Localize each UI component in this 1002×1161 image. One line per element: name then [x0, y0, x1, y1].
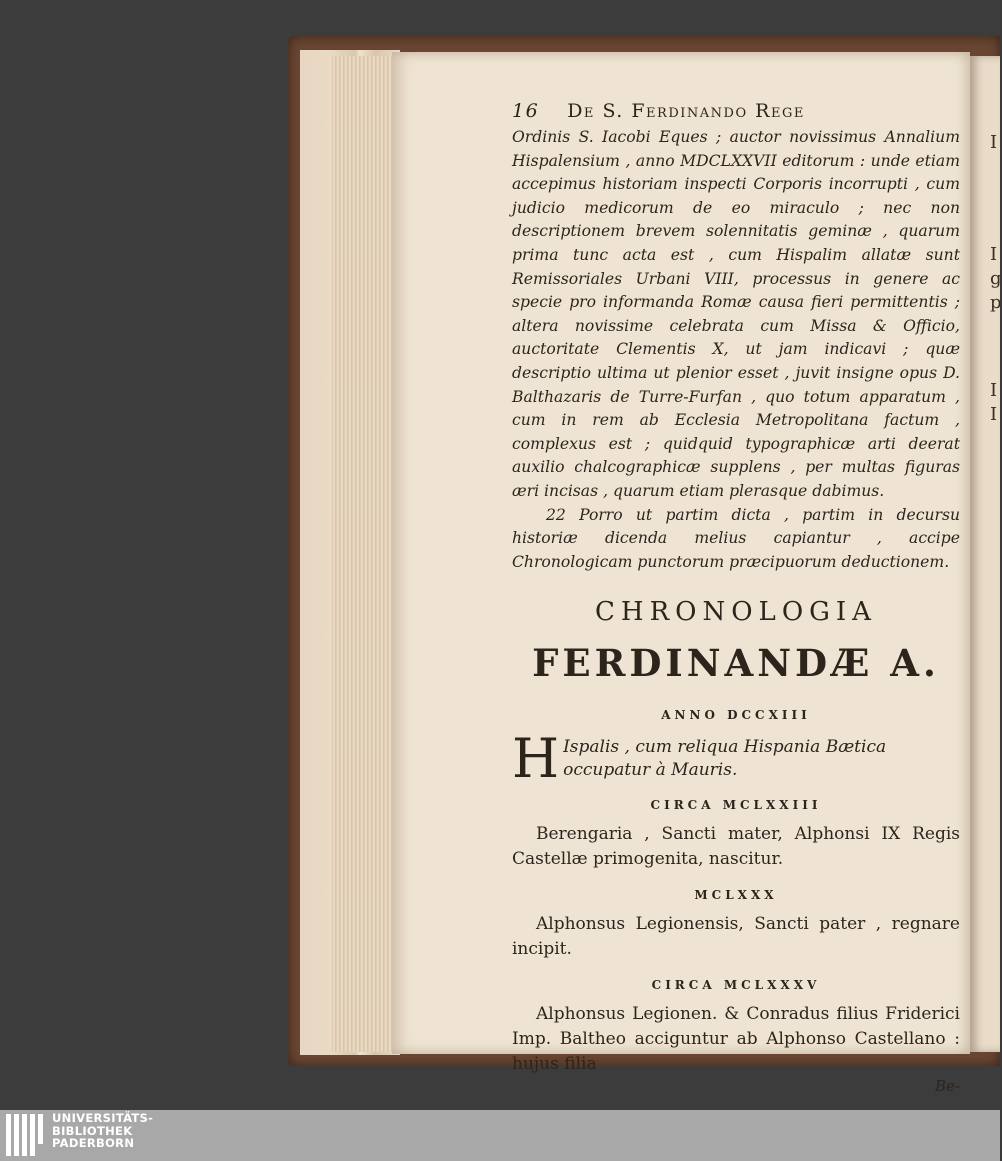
- drop-cap: H: [512, 727, 560, 791]
- page-number: 16: [512, 100, 540, 122]
- next-page-letter: I: [990, 380, 998, 401]
- entry-year: CIRCA MCLXXXV: [651, 978, 821, 993]
- paragraph-1: Ordinis S. Iacobi Eques ; auctor novissimus Annalium Hispalensium , anno MDCLXXVII editorum : unde etiam accepimus historiam inspecti Corporis incorrupti , cum judicio medicorum de eo miraculo ; nec non descriptionem brevem solennitatis geminæ , quarum prima tunc acta est , cum Hispalim allatæ sunt Remissoriales Urbani VIII, processus in genere ac specie pro informanda Romæ causa fieri permittentis ; altera novissime celebrata cum Missa & Officio, auctoritate Clementis X, ut jam indicavi ; quæ descriptio ultima ut plenior esset , juvit insigne opus D. Balthazaris de Turre-Furfan , quo totum apparatum , cum in rem ab Ecclesia Metropolitana factum , complexus est ; quidquid typographicæ arti deerat auxilio chalcographicæ supplens , per multas figuras æri incisas , quarum etiam plerasque dabimus.: [512, 128, 960, 500]
- page-edges: [332, 56, 392, 1052]
- entry-year: ANNO DCCXIII: [661, 708, 811, 723]
- library-logo-icon: [6, 1114, 46, 1156]
- entry-text: Alphonsus Legionensis, Sancti pater , regnare incipit.: [512, 914, 960, 960]
- entry-text: Berengaria , Sancti mater, Alphonsi IX Regis Castellæ primogenita, nascitur.: [512, 824, 960, 870]
- chronology-subtitle: FERDINANDÆ A.: [532, 641, 940, 686]
- running-header: [512, 98, 960, 124]
- entry-year: MCLXXX: [694, 888, 778, 903]
- logo-line: BIBLIOTHEK: [52, 1123, 133, 1138]
- chronology-entry: [512, 727, 960, 791]
- entry-text: Alphonsus Legionen. & Conradus filius Friderici Imp. Baltheo acciguntur ab Alphonso Castellano : hujus filia: [512, 1004, 960, 1075]
- chronology-title: CHRONOLOGIA: [595, 597, 877, 628]
- running-title: De S. Ferdinando Rege: [567, 100, 805, 122]
- entry-text: Ispalis , cum reliqua Hispania Bætica occupatur à Mauris.: [563, 737, 887, 781]
- next-page-letter: I: [990, 244, 998, 265]
- logo-line: PADERBORN: [52, 1136, 135, 1150]
- library-logo-text: [52, 1112, 153, 1150]
- next-page-letter: I: [990, 404, 998, 425]
- entry-year: CIRCA MCLXXIII: [650, 798, 822, 813]
- paragraph-2: 22 Porro ut partim dicta , partim in decursu historiæ dicenda melius capiantur , accipe Chronologicam punctorum præcipuorum deductionem.: [512, 505, 960, 571]
- catchword: Be-: [935, 1077, 960, 1096]
- page-text: [512, 98, 960, 1095]
- next-page-letter: I: [990, 132, 998, 153]
- logo-line: UNIVERSITÄTS-: [52, 1111, 154, 1125]
- next-page-letter: g: [990, 268, 1002, 289]
- next-page-letter: p: [990, 292, 1002, 313]
- next-page-edge: [970, 56, 1000, 1052]
